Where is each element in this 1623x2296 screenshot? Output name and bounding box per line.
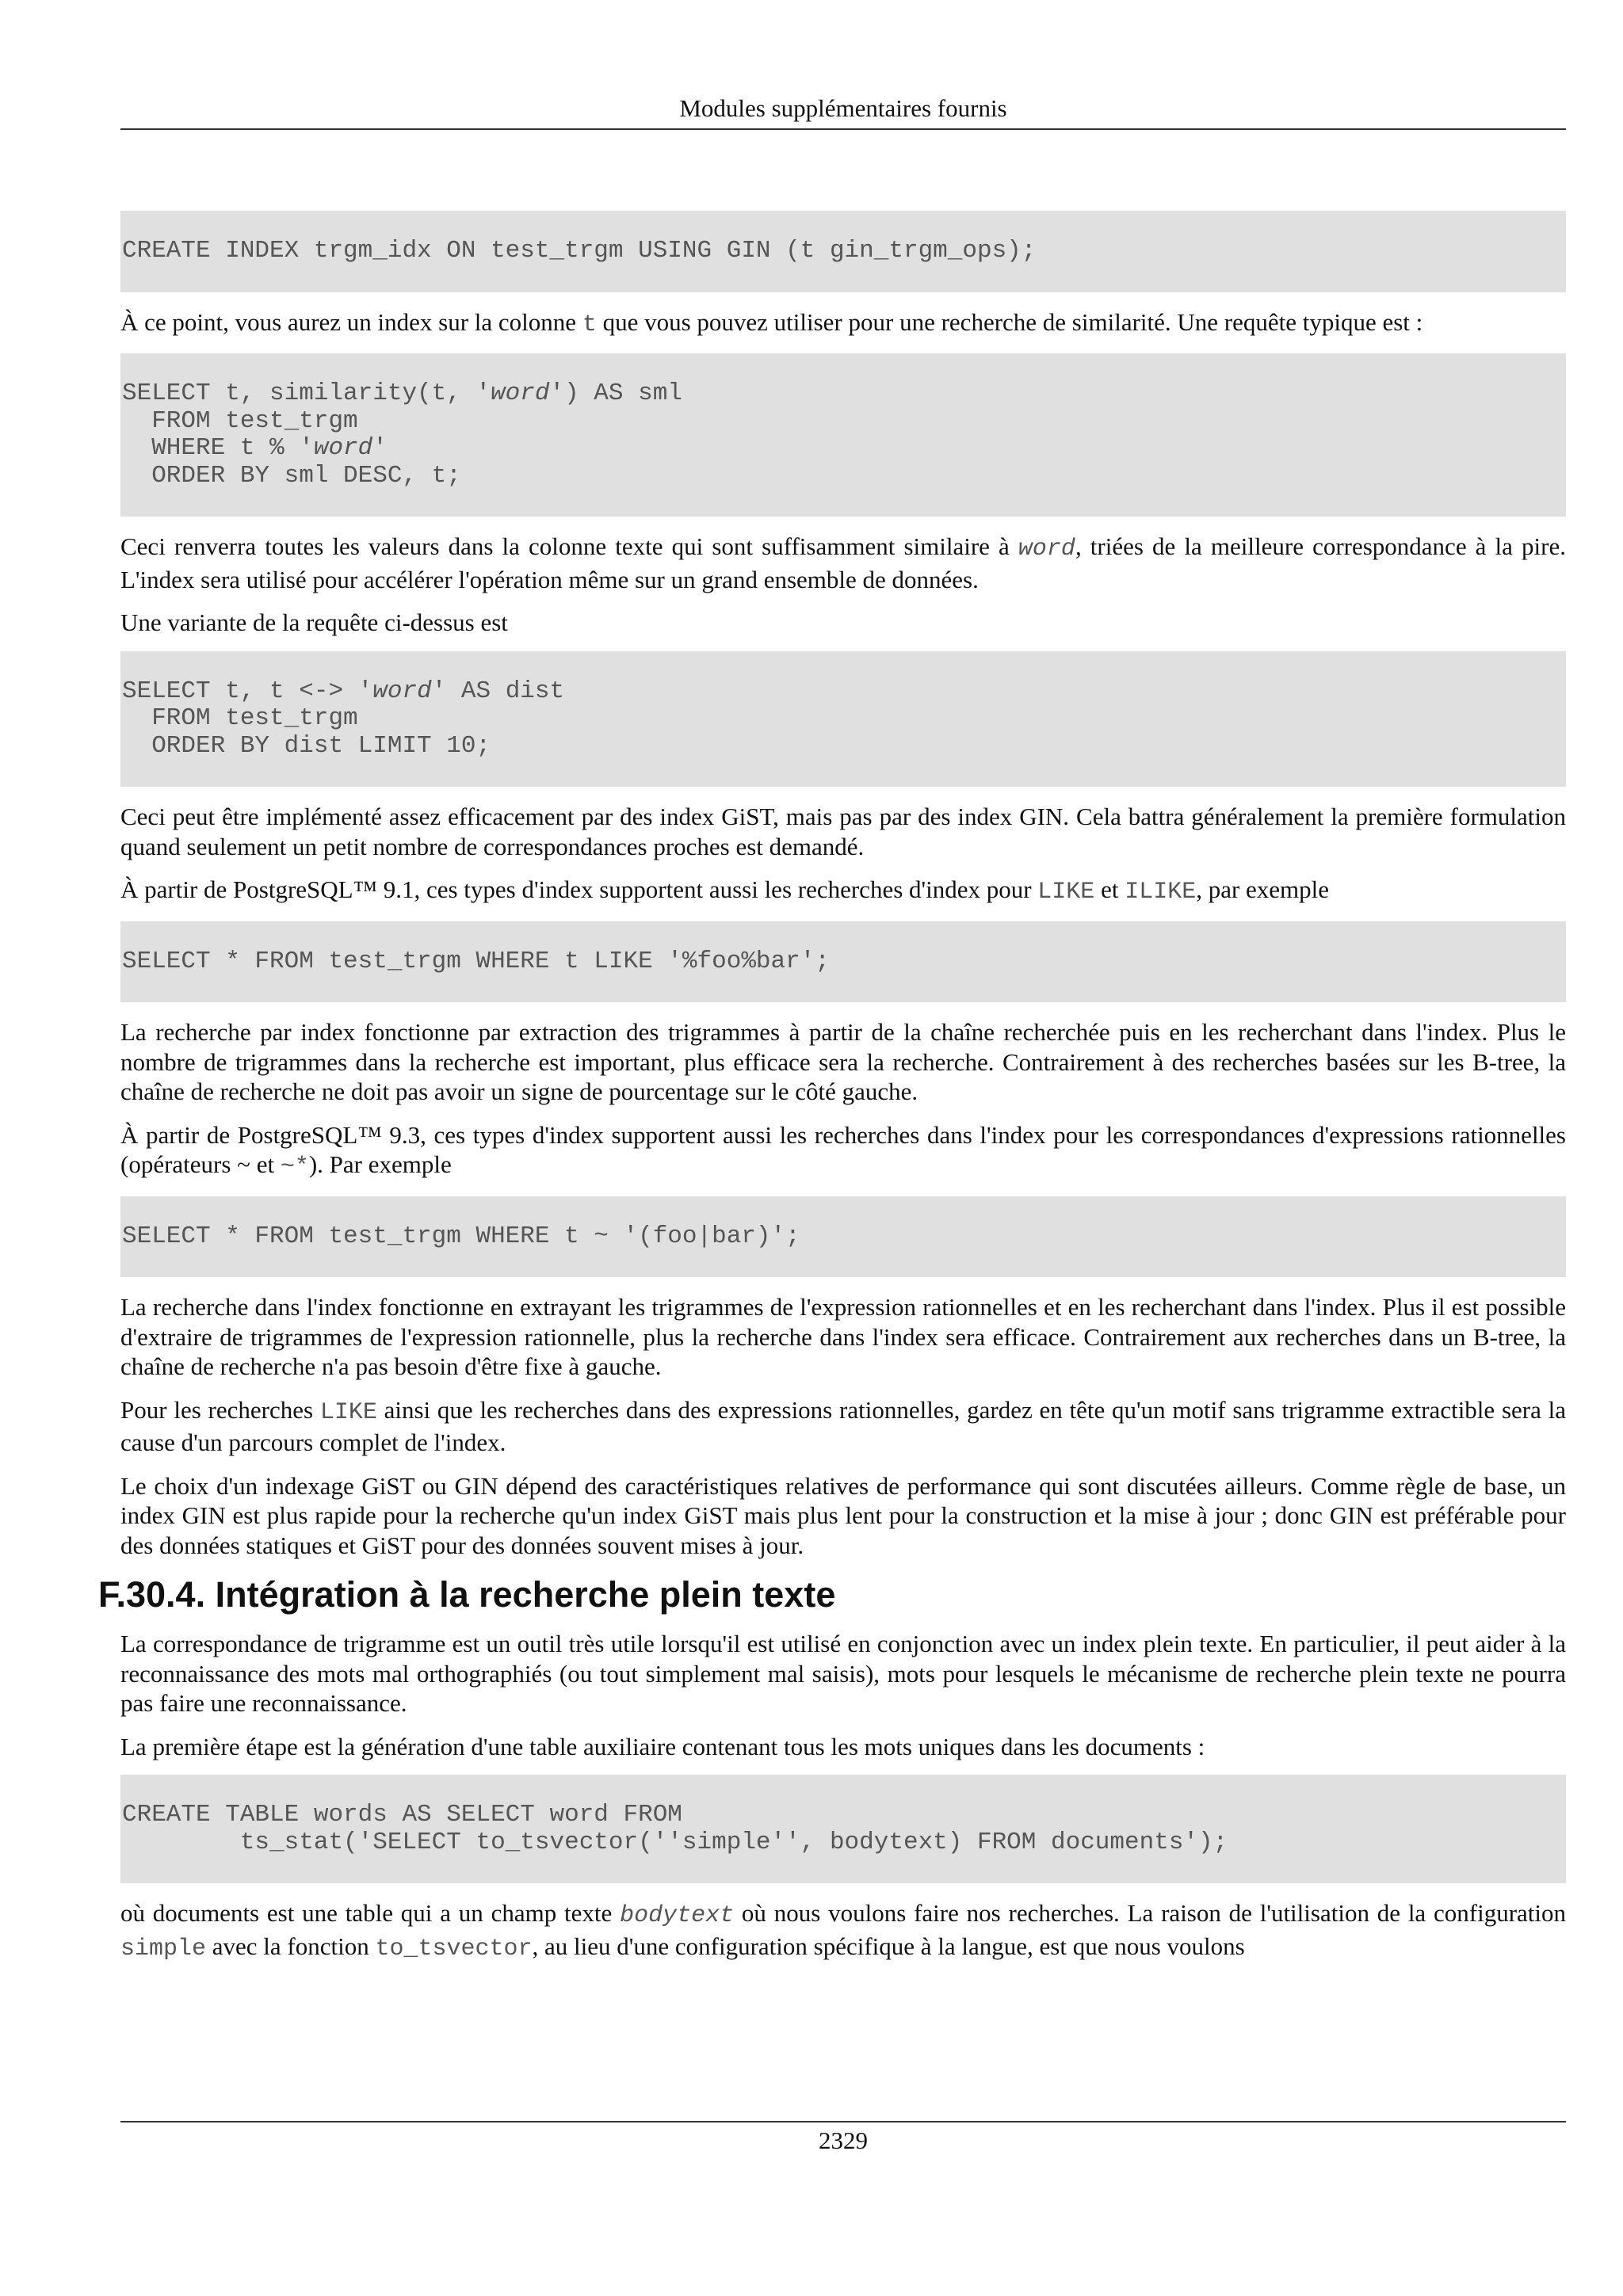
inline-code: LIKE (1037, 879, 1095, 906)
code-block-like-query: SELECT * FROM test_trgm WHERE t LIKE '%foo%bar'; (120, 921, 1566, 1003)
paragraph-regex-index: La recherche dans l'index fonctionne en extrayant les trigrammes de l'expression rationnelles et en les recherchant dans l'index. Plus il est possible d'extraire de trigrammes de l'expression rationnelle, plus la recherche dans l'index sera efficace. Contrairement aux recherches dans un B-tree, la chaîne de recherche n'a pas besoin d'être fixe à gauche. (120, 1293, 1566, 1380)
page-number: 2329 (819, 2126, 868, 2154)
paragraph-similarity-result: Ceci renverra toutes les valeurs dans la colonne texte qui sont suffisamment similaire à word, triées de la meilleure correspondance à la pire. L'index sera utilisé pour accélérer l'opération même sur un grand ensemble de données. (120, 532, 1566, 593)
code-block-distance-query: SELECT t, t <-> 'word' AS dist FROM test_trgm ORDER BY dist LIMIT 10; (120, 651, 1566, 788)
header-rule (120, 128, 1566, 130)
running-header: Modules supplémentaires fournis (679, 94, 1007, 122)
inline-code: ~* (280, 1154, 309, 1180)
paragraph-full-scan-warning: Pour les recherches LIKE ainsi que les recherches dans des expressions rationnelles, gardez en tête qu'un motif sans trigramme extractible sera la cause d'un parcours complet de l'index. (120, 1395, 1566, 1456)
paragraph-regex-support: À partir de PostgreSQL™ 9.3, ces types d'index supportent aussi les recherches dans l'index pour les correspondances d'expressions rationnelles (opérateurs ~ et ~*). Par exemple (120, 1120, 1566, 1180)
paragraph-fulltext-intro: La correspondance de trigramme est un outil très utile lorsqu'il est utilisé en conjonction avec un index plein texte. En particulier, il peut aider à la reconnaissance des mots mal orthographiés (ou tout simplement mal saisis), mots pour lesquels le mécanisme de recherche plein texte ne pourra pas faire une reconnaissance. (120, 1630, 1566, 1717)
paragraph-variant: Une variante de la requête ci-dessus est (120, 608, 508, 636)
paragraph-index-on-t: À ce point, vous aurez un index sur la colonne t que vous pouvez utiliser pour une recherche de similarité. Une requête typique est : (120, 307, 1423, 338)
inline-code: ILIKE (1125, 879, 1197, 906)
code-block-create-table: CREATE TABLE words AS SELECT word FROM ts_stat('SELECT to_tsvector(''simple'', bodytext) FROM documents'); (120, 1775, 1566, 1883)
paragraph-gist-vs-gin: Le choix d'un indexage GiST ou GIN dépend des caractéristiques relatives de performance qui sont discutées ailleurs. Comme règle de base, un index GIN est plus rapide pour la recherche qu'un index GiST mais plus lent pour la construction et la mise à jour ; donc GIN est préférable pour des données statiques et GiST pour des données souvent mises à jour. (120, 1471, 1566, 1559)
inline-code: simple (120, 1935, 207, 1962)
page-body (98, 211, 1566, 1978)
code-block-similarity-query: SELECT t, similarity(t, 'word') AS sml FROM test_trgm WHERE t % 'word' ORDER BY sml DESC, t; (120, 353, 1566, 517)
paragraph-first-step: La première étape est la génération d'une table auxiliaire contenant tous les mots uniques dans les documents : (120, 1732, 1205, 1760)
inline-code: LIKE (319, 1398, 377, 1426)
inline-code: word (1018, 536, 1075, 563)
paragraph-gist-gin: Ceci peut être implémenté assez efficacement par des index GiST, mais pas par des index GIN. Cela battra généralement la première formulation quand seulement un petit nombre de correspondances proches est demandé. (120, 803, 1566, 860)
inline-code: to_tsvector (375, 1935, 533, 1962)
paragraph-documents-table: où documents est une table qui a un champ texte bodytext où nous voulons faire nos recherches. La raison de l'utilisation de la configuration simple avec la fonction to_tsvector, au lieu d'une configuration spécifique à la langue, est que nous voulons (120, 1899, 1566, 1962)
inline-code: bodytext (620, 1902, 735, 1929)
code-block-create-index: CREATE INDEX trgm_idx ON test_trgm USING GIN (t gin_trgm_ops); (120, 211, 1566, 292)
paragraph-like-support: À partir de PostgreSQL™ 9.1, ces types d'index supportent aussi les recherches d'index pour LIKE et ILIKE, par exemple (120, 875, 1330, 906)
footer-rule (120, 2121, 1566, 2122)
code-block-regex-query: SELECT * FROM test_trgm WHERE t ~ '(foo|bar)'; (120, 1196, 1566, 1278)
inline-code: t (582, 311, 597, 338)
section-heading: F.30.4. Intégration à la recherche plein texte (98, 1574, 836, 1615)
paragraph-trigram-extraction: La recherche par index fonctionne par extraction des trigrammes à partir de la chaîne recherchée puis en les recherchant dans l'index. Plus le nombre de trigrammes dans la recherche est important, plus efficace sera la recherche. Contrairement à des recherches basées sur les B-tree, la chaîne de recherche ne doit pas avoir un signe de pourcentage sur le côté gauche. (120, 1018, 1566, 1105)
